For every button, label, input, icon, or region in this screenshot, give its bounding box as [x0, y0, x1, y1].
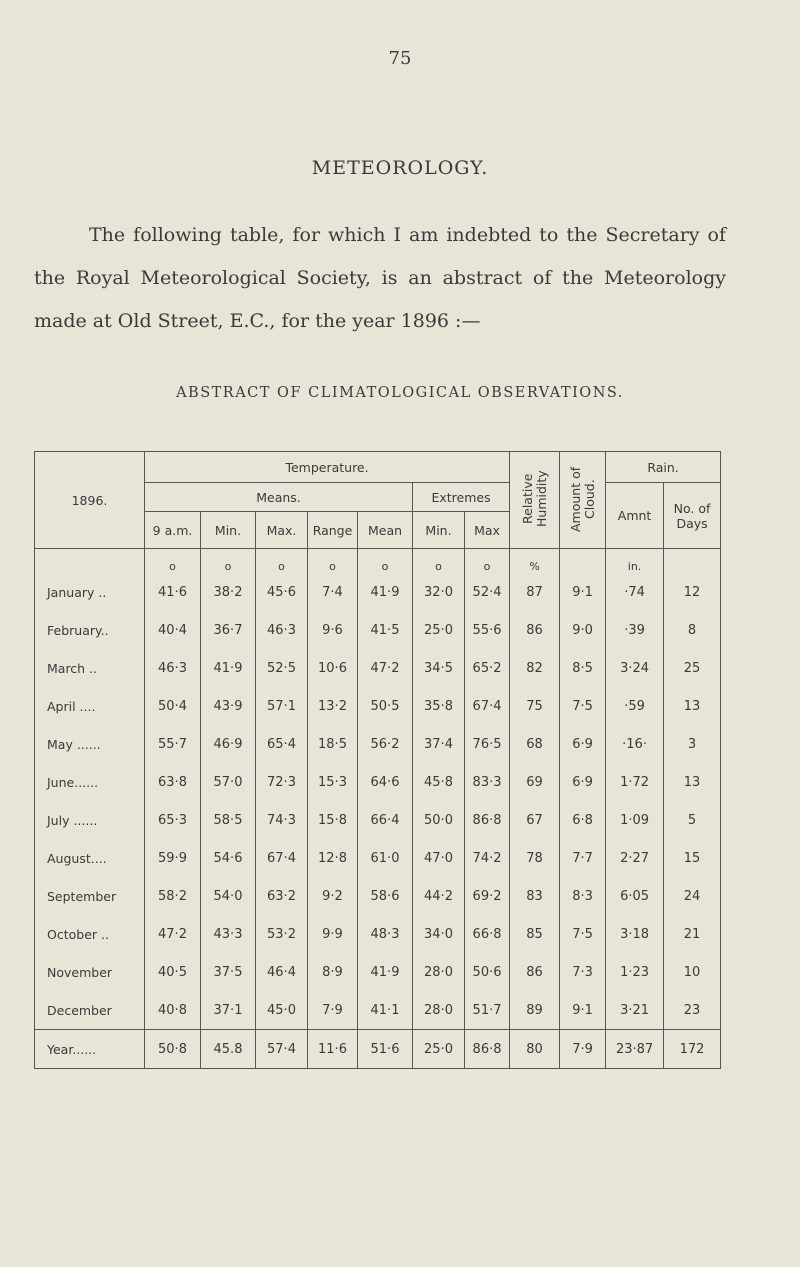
- cell-rain: 3·21: [606, 991, 664, 1030]
- cell-rain: 2·27: [606, 839, 664, 877]
- cell-month: September: [35, 877, 145, 915]
- cell-rain: ·16·: [606, 725, 664, 763]
- cell-max: 46·3: [256, 611, 308, 649]
- cell-emax: 86·8: [465, 1030, 510, 1069]
- cell-month: June......: [35, 763, 145, 801]
- cell-min: 37·1: [201, 991, 256, 1030]
- cell-mean: 61·0: [358, 839, 413, 877]
- col-mean: Mean: [358, 512, 413, 549]
- cell-hum: 89: [510, 991, 560, 1030]
- cell-cloud: 8·5: [560, 649, 606, 687]
- cell-month: February..: [35, 611, 145, 649]
- cell-rain: ·39: [606, 611, 664, 649]
- cell-range: 8·9: [308, 953, 358, 991]
- cell-hum: 69: [510, 763, 560, 801]
- cell-range: 13·2: [308, 687, 358, 725]
- cell-emin: 35·8: [413, 687, 465, 725]
- cell-mean: 56·2: [358, 725, 413, 763]
- cell-max: 65·4: [256, 725, 308, 763]
- cell-min: 36·7: [201, 611, 256, 649]
- cell-emin: 34·5: [413, 649, 465, 687]
- cell-emin: 28·0: [413, 991, 465, 1030]
- cell-max: 57·1: [256, 687, 308, 725]
- cell-days: 15: [664, 839, 721, 877]
- cell-range: 7·9: [308, 991, 358, 1030]
- extremes-header: Extremes: [413, 483, 510, 512]
- cell-range: 11·6: [308, 1030, 358, 1069]
- table-row: [35, 839, 721, 877]
- cell-max: 57·4: [256, 1030, 308, 1069]
- cell-emin: 45·8: [413, 763, 465, 801]
- cell-cloud: 6·8: [560, 801, 606, 839]
- table-row: [35, 573, 721, 611]
- cell-rain: 3·24: [606, 649, 664, 687]
- year-total-row: [35, 1030, 721, 1069]
- cell-month: May ......: [35, 725, 145, 763]
- cell-min: 38·2: [201, 573, 256, 611]
- cell-emax: 50·6: [465, 953, 510, 991]
- cell-emin: 47·0: [413, 839, 465, 877]
- cell-cloud: 7·9: [560, 1030, 606, 1069]
- cell-am9: 63·8: [145, 763, 201, 801]
- cell-emin: 34·0: [413, 915, 465, 953]
- col-9am: 9 a.m.: [145, 512, 201, 549]
- cell-emax: 52·4: [465, 573, 510, 611]
- table-row: [35, 953, 721, 991]
- cell-mean: 41·9: [358, 953, 413, 991]
- table-row: [35, 763, 721, 801]
- cell-days: 172: [664, 1030, 721, 1069]
- cell-range: 9·9: [308, 915, 358, 953]
- cell-max: 67·4: [256, 839, 308, 877]
- cell-emax: 76·5: [465, 725, 510, 763]
- cell-am9: 46·3: [145, 649, 201, 687]
- cell-mean: 50·5: [358, 687, 413, 725]
- cell-mean: 51·6: [358, 1030, 413, 1069]
- cell-days: 25: [664, 649, 721, 687]
- cell-max: 72·3: [256, 763, 308, 801]
- table-row: [35, 915, 721, 953]
- cell-emax: 69·2: [465, 877, 510, 915]
- cell-cloud: 9·1: [560, 991, 606, 1030]
- cell-hum: 78: [510, 839, 560, 877]
- cell-am9: 59·9: [145, 839, 201, 877]
- cell-hum: 83: [510, 877, 560, 915]
- cell-emax: 74·2: [465, 839, 510, 877]
- cell-days: 8: [664, 611, 721, 649]
- cell-emax: 65·2: [465, 649, 510, 687]
- cell-month: March ..: [35, 649, 145, 687]
- cell-emax: 67·4: [465, 687, 510, 725]
- cell-rain: ·59: [606, 687, 664, 725]
- table-row: [35, 687, 721, 725]
- cell-min: 43·3: [201, 915, 256, 953]
- cell-mean: 48·3: [358, 915, 413, 953]
- cell-emax: 66·8: [465, 915, 510, 953]
- cell-am9: 47·2: [145, 915, 201, 953]
- cell-min: 41·9: [201, 649, 256, 687]
- table-row: [35, 611, 721, 649]
- cell-days: 10: [664, 953, 721, 991]
- cell-month: July ......: [35, 801, 145, 839]
- cell-range: 7·4: [308, 573, 358, 611]
- cell-mean: 58·6: [358, 877, 413, 915]
- cell-min: 46·9: [201, 725, 256, 763]
- page-number: 75: [388, 48, 412, 69]
- cell-days: 13: [664, 687, 721, 725]
- cloud-header: Amount of Cloud.: [560, 452, 606, 549]
- cell-cloud: 9·1: [560, 573, 606, 611]
- cell-mean: 64·6: [358, 763, 413, 801]
- col-range: Range: [308, 512, 358, 549]
- cell-min: 43·9: [201, 687, 256, 725]
- cell-mean: 41·1: [358, 991, 413, 1030]
- cell-days: 23: [664, 991, 721, 1030]
- cell-emin: 25·0: [413, 1030, 465, 1069]
- cell-rain: 1·23: [606, 953, 664, 991]
- rain-header: Rain.: [606, 452, 721, 483]
- cell-mean: 41·9: [358, 573, 413, 611]
- cell-min: 37·5: [201, 953, 256, 991]
- cell-hum: 75: [510, 687, 560, 725]
- cell-min: 57·0: [201, 763, 256, 801]
- cell-hum: 87: [510, 573, 560, 611]
- cell-am9: 55·7: [145, 725, 201, 763]
- cell-hum: 86: [510, 611, 560, 649]
- cell-max: 45·0: [256, 991, 308, 1030]
- table-row: [35, 801, 721, 839]
- cell-rain: 6·05: [606, 877, 664, 915]
- climatology-table: [34, 451, 721, 1069]
- table-row: [35, 877, 721, 915]
- cell-emin: 50·0: [413, 801, 465, 839]
- cell-max: 45·6: [256, 573, 308, 611]
- cell-month: Year......: [35, 1030, 145, 1069]
- cell-mean: 66·4: [358, 801, 413, 839]
- cell-month: October ..: [35, 915, 145, 953]
- cell-am9: 50·4: [145, 687, 201, 725]
- cell-rain: ·74: [606, 573, 664, 611]
- cell-min: 54·0: [201, 877, 256, 915]
- cell-max: 52·5: [256, 649, 308, 687]
- cell-emax: 83·3: [465, 763, 510, 801]
- cell-am9: 50·8: [145, 1030, 201, 1069]
- cell-rain: 1·09: [606, 801, 664, 839]
- cell-hum: 86: [510, 953, 560, 991]
- cell-min: 54·6: [201, 839, 256, 877]
- cell-hum: 82: [510, 649, 560, 687]
- cell-days: 12: [664, 573, 721, 611]
- cell-emax: 86·8: [465, 801, 510, 839]
- cell-mean: 47·2: [358, 649, 413, 687]
- cell-days: 13: [664, 763, 721, 801]
- cell-cloud: 8·3: [560, 877, 606, 915]
- cell-month: January ..: [35, 573, 145, 611]
- col-extreme-max: Max: [465, 512, 510, 549]
- cell-days: 5: [664, 801, 721, 839]
- humidity-header: Relative Humidity: [510, 452, 560, 549]
- cell-am9: 40·4: [145, 611, 201, 649]
- means-header: Means.: [145, 483, 413, 512]
- table-row: [35, 649, 721, 687]
- cell-range: 9·6: [308, 611, 358, 649]
- cell-hum: 68: [510, 725, 560, 763]
- year-header: 1896.: [35, 452, 145, 549]
- cell-max: 46·4: [256, 953, 308, 991]
- cell-month: April ....: [35, 687, 145, 725]
- col-max: Max.: [256, 512, 308, 549]
- cell-cloud: 9·0: [560, 611, 606, 649]
- table-row: [35, 725, 721, 763]
- cell-emin: 25·0: [413, 611, 465, 649]
- cell-cloud: 7·7: [560, 839, 606, 877]
- cell-cloud: 6·9: [560, 763, 606, 801]
- cell-emax: 51·7: [465, 991, 510, 1030]
- cell-min: 45.8: [201, 1030, 256, 1069]
- cell-hum: 67: [510, 801, 560, 839]
- cell-hum: 85: [510, 915, 560, 953]
- rain-amount-header: Amnt: [606, 483, 664, 549]
- cell-am9: 41·6: [145, 573, 201, 611]
- cell-rain: 1·72: [606, 763, 664, 801]
- cell-am9: 65·3: [145, 801, 201, 839]
- cell-max: 74·3: [256, 801, 308, 839]
- cell-emin: 32·0: [413, 573, 465, 611]
- cell-cloud: 7·5: [560, 915, 606, 953]
- cell-hum: 80: [510, 1030, 560, 1069]
- cell-cloud: 7·5: [560, 687, 606, 725]
- cell-cloud: 6·9: [560, 725, 606, 763]
- cell-range: 15·3: [308, 763, 358, 801]
- cell-emin: 37·4: [413, 725, 465, 763]
- cell-am9: 58·2: [145, 877, 201, 915]
- cell-days: 24: [664, 877, 721, 915]
- page-title: METEOROLOGY.: [311, 157, 489, 179]
- col-min: Min.: [201, 512, 256, 549]
- cell-rain: 3·18: [606, 915, 664, 953]
- temperature-header: Temperature.: [145, 452, 510, 483]
- table-subtitle: ABSTRACT OF CLIMATOLOGICAL OBSERVATIONS.: [176, 385, 624, 401]
- cell-days: 3: [664, 725, 721, 763]
- cell-month: November: [35, 953, 145, 991]
- rain-days-header: No. of Days: [664, 483, 721, 549]
- cell-max: 53·2: [256, 915, 308, 953]
- cell-am9: 40·8: [145, 991, 201, 1030]
- cell-emin: 44·2: [413, 877, 465, 915]
- cell-rain: 23·87: [606, 1030, 664, 1069]
- cell-mean: 41·5: [358, 611, 413, 649]
- cell-range: 12·8: [308, 839, 358, 877]
- cell-emin: 28·0: [413, 953, 465, 991]
- cell-am9: 40·5: [145, 953, 201, 991]
- cell-max: 63·2: [256, 877, 308, 915]
- cell-month: August....: [35, 839, 145, 877]
- cell-month: December: [35, 991, 145, 1030]
- cell-cloud: 7·3: [560, 953, 606, 991]
- cell-emax: 55·6: [465, 611, 510, 649]
- cell-range: 18·5: [308, 725, 358, 763]
- cell-range: 15·8: [308, 801, 358, 839]
- intro-paragraph: The following table, for which I am indebted to the Secretary of the Royal Meteorological Society, is an abstract of the Meteorology made at Old Street, E.C., for the year 1896 :—: [34, 224, 726, 332]
- col-extreme-min: Min.: [413, 512, 465, 549]
- cell-min: 58·5: [201, 801, 256, 839]
- cell-days: 21: [664, 915, 721, 953]
- units-row: o o o o o o o % in.: [35, 549, 721, 574]
- cell-range: 10·6: [308, 649, 358, 687]
- cell-range: 9·2: [308, 877, 358, 915]
- table-row: [35, 991, 721, 1030]
